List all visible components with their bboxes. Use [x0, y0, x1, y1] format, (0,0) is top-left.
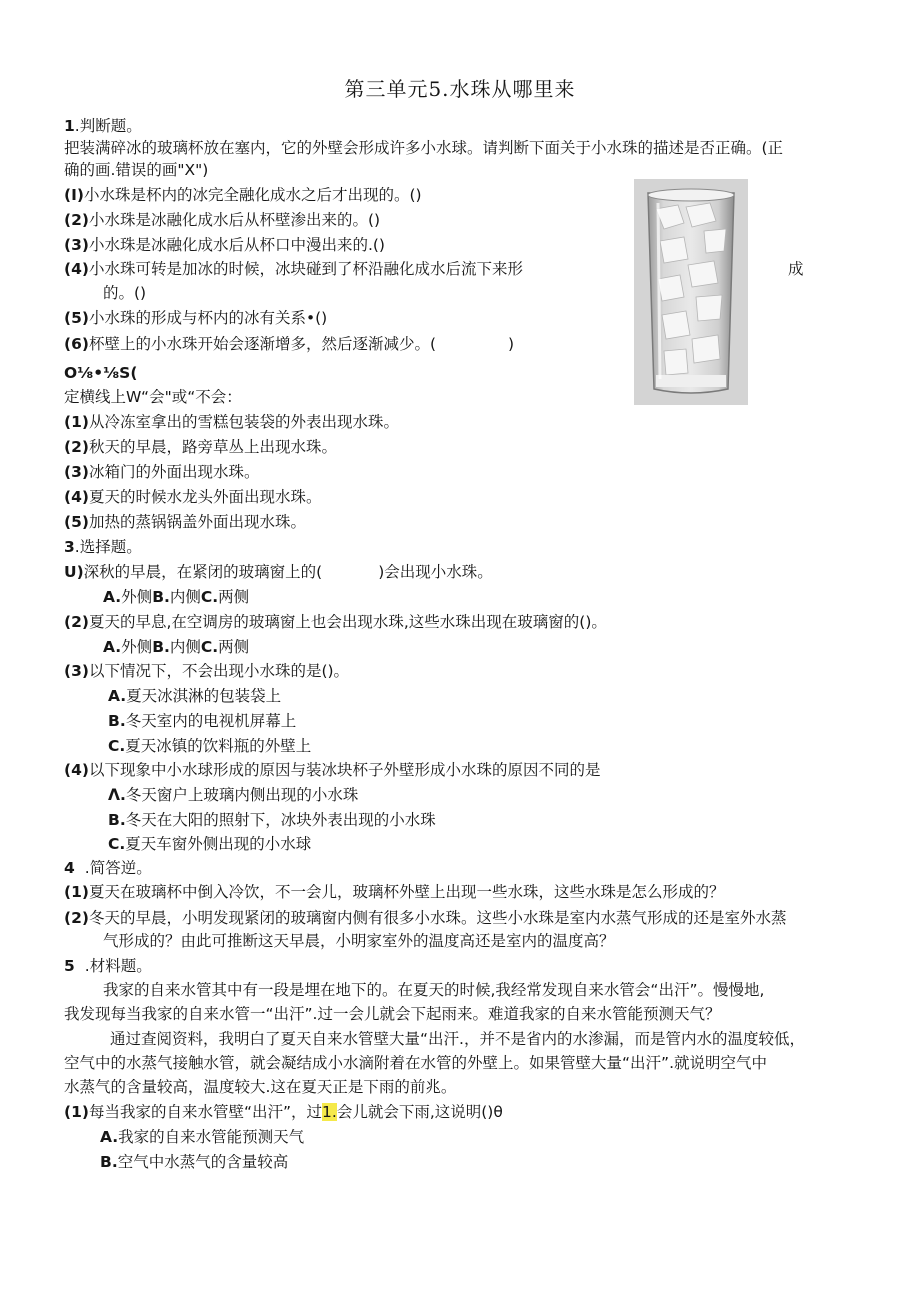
item-number: (2) [64, 438, 89, 456]
option-a-text: 外侧 [121, 588, 153, 606]
option-text: 冬天在大阳的照射下，冰块外表出现的小水珠 [125, 811, 436, 829]
option-a-text: 外侧 [121, 638, 153, 656]
option-key: B. [108, 811, 126, 829]
glass-of-ice-photo [634, 179, 748, 405]
short-answer-2 [64, 907, 786, 929]
fill-item-1 [64, 411, 399, 433]
choice-question-2-options [103, 636, 249, 658]
fill-item-3 [64, 461, 259, 483]
option-key: C. [108, 835, 126, 853]
option-c-key: C. [200, 638, 219, 656]
choice-question-1-options [103, 586, 249, 608]
option-key: B. [100, 1153, 118, 1171]
section-4-heading [64, 857, 152, 879]
item-number: U) [64, 563, 84, 581]
judge-item-6 [64, 333, 514, 355]
option-b-text: 内侧 [169, 588, 201, 606]
fill-item-4 [64, 486, 321, 508]
item-text: 小水珠的形成与杯内的冰有关系•() [88, 309, 328, 327]
judge-item-4 [64, 258, 523, 280]
choice-question-3 [64, 660, 349, 682]
choice-question-2 [64, 611, 607, 633]
option-key: Λ. [108, 786, 126, 804]
section-number: 3 [64, 538, 75, 556]
item-number: (1) [64, 413, 89, 431]
option-b-key: B. [152, 588, 170, 606]
item-number: (5) [64, 513, 89, 531]
option-b-text: 内侧 [169, 638, 201, 656]
item-number: (2) [64, 613, 89, 631]
section-title: .材料题。 [84, 957, 152, 975]
page-title: 第三单元5.水珠从哪里来 [344, 77, 576, 101]
item-text: 以下情况下，不会出现小水珠的是()。 [88, 662, 350, 680]
section-5-heading [64, 955, 152, 977]
section-title: .选择题。 [74, 538, 142, 556]
item-text: 从冷冻室拿出的雪糕包装袋的外表出现水珠。 [88, 413, 399, 431]
item-text: 小水珠是冰融化成水后从杯壁渗出来的。() [88, 211, 381, 229]
section-1-heading [64, 115, 142, 137]
choice-question-4-option-c [108, 833, 311, 855]
short-answer-2-continued: 气形成的？由此可推断这天早晨，小明家室外的温度高还是室内的温度高？ [103, 932, 615, 950]
material-paragraph-2-line-1: 通过查阅资料，我明白了夏天自来水管壁大量“出汗.，并不是省内的水渗漏，而是管内水的温度较低， [110, 1030, 805, 1048]
item-number: (1) [64, 883, 89, 901]
material-paragraph-1-line-1: 我家的自来水管其中有一段是埋在地下的。在夏天的时候,我经常发现自来水管会“出汗”。慢慢地, [103, 981, 765, 999]
judge-item-2 [64, 209, 380, 231]
section-title: .判断题。 [74, 117, 142, 135]
item-text: 小水珠是杯内的冰完全融化成水之后才出现的。() [83, 186, 422, 204]
option-key: C. [108, 737, 126, 755]
section-3-heading [64, 536, 142, 558]
material-question-1 [64, 1101, 503, 1123]
option-key: A. [108, 687, 127, 705]
item-text: 小水珠是冰融化成水后从杯口中漫出来的.() [88, 236, 385, 254]
section-2-heading: O⅛•⅛S( [64, 364, 138, 382]
fill-item-5 [64, 511, 306, 533]
fill-item-2 [64, 436, 337, 458]
item-number: (3) [64, 662, 89, 680]
item-number: (2) [64, 211, 89, 229]
choice-question-3-option-c [108, 735, 311, 757]
material-question-1-option-a [100, 1126, 304, 1148]
choice-question-4-option-b [108, 809, 436, 831]
judge-item-3 [64, 234, 385, 256]
item-text-tail: 会儿就会下雨,这说明()θ [336, 1103, 503, 1121]
item-text: 加热的蒸锅锅盖外面出现水珠。 [88, 513, 306, 531]
option-text: 夏天冰镇的饮料瓶的外壁上 [125, 737, 312, 755]
highlighted-text: 1. [322, 1103, 337, 1121]
section-1-intro-line-2: 确的画.错误的画"X") [64, 161, 209, 179]
option-a-key: A. [103, 638, 122, 656]
item-number: (4) [64, 761, 89, 779]
item-text: 每当我家的自来水管壁“出汗”，过 [88, 1103, 323, 1121]
option-text: 夏天冰淇淋的包装袋上 [126, 687, 282, 705]
option-c-text: 两侧 [218, 588, 250, 606]
short-answer-1 [64, 881, 724, 903]
section-2-intro: 定横线上W“会"或“不会： [64, 388, 242, 406]
option-text: 空气中水蒸气的含量较高 [117, 1153, 289, 1171]
option-b-key: B. [152, 638, 170, 656]
item-number: (2) [64, 909, 89, 927]
item-number: (3) [64, 463, 89, 481]
judge-item-4-tail: 成 [788, 260, 804, 278]
section-number: 4 [64, 859, 75, 877]
material-paragraph-2-line-2: 空气中的水蒸气接触水管，就会凝结成小水滴附着在水管的外壁上。如果管壁大量“出汗”.就说明空气中 [64, 1054, 767, 1072]
material-paragraph-2-line-3: 水蒸气的含量较高，温度较大.这在夏天正是下雨的前兆。 [64, 1078, 457, 1096]
item-number: (6) [64, 335, 89, 353]
judge-item-4-continued: 的。() [103, 284, 147, 302]
item-number: (4) [64, 488, 89, 506]
judge-item-1 [64, 184, 422, 206]
item-number: (I) [64, 186, 84, 204]
option-text: 冬天窗户上玻璃内侧出现的小水珠 [125, 786, 359, 804]
item-text: 冬天的早晨，小明发现紧闭的玻璃窗内侧有很多小水珠。这些小水珠是室内水蒸气形成的还是室外水蒸 [88, 909, 787, 927]
item-text: 秋天的早晨，路旁草丛上出现水珠。 [88, 438, 337, 456]
choice-question-3-option-b [108, 710, 296, 732]
material-question-1-option-b [100, 1151, 288, 1173]
item-text: 杯壁上的小水珠开始会逐渐增多，然后逐渐减少。( [88, 335, 437, 353]
item-text: 夏天在玻璃杯中倒入冷饮，不一会儿，玻璃杯外壁上出现一些水珠，这些水珠是怎么形成的？ [88, 883, 725, 901]
item-text-tail: )会出现小水珠。 [378, 563, 493, 581]
item-text: 冰箱门的外面出现水珠。 [88, 463, 260, 481]
judge-item-5 [64, 307, 327, 329]
item-number: (4) [64, 260, 89, 278]
item-number: (3) [64, 236, 89, 254]
material-paragraph-1-line-2: 我发现每当我家的自来水管一“出汗”.过一会儿就会下起雨来。难道我家的自来水管能预测天气？ [64, 1005, 721, 1023]
item-text: 以下现象中小水球形成的原因与装冰块杯子外壁形成小水珠的原因不同的是 [88, 761, 601, 779]
item-close-paren: ) [508, 335, 515, 353]
option-c-text: 两侧 [218, 638, 250, 656]
option-text: 冬天室内的电视机屏幕上 [125, 712, 297, 730]
section-title: .简答逆。 [84, 859, 152, 877]
option-text: 夏天车窗外侧出现的小水球 [125, 835, 312, 853]
choice-question-4-option-a [108, 784, 358, 806]
item-number: (1) [64, 1103, 89, 1121]
section-1-intro-line-1: 把装满碎冰的玻璃杯放在塞内，它的外壁会形成许多小水球。请判断下面关于小水珠的描述是否正确。(正 [64, 139, 784, 157]
item-text: 深秋的早晨，在紧闭的玻璃窗上的( [83, 563, 323, 581]
item-text: 夏天的早息,在空调房的玻璃窗上也会出现水珠,这些水珠出现在玻璃窗的()。 [88, 613, 607, 631]
item-text: 小水珠可转是加冰的时候，冰块碰到了杯沿融化成水后流下来形 [88, 260, 523, 278]
section-number: 1 [64, 117, 75, 135]
section-number: 5 [64, 957, 75, 975]
option-key: A. [100, 1128, 119, 1146]
choice-question-1 [64, 561, 493, 583]
item-number: (5) [64, 309, 89, 327]
option-c-key: C. [200, 588, 219, 606]
option-text: 我家的自来水管能预测天气 [118, 1128, 305, 1146]
choice-question-4 [64, 759, 600, 781]
option-a-key: A. [103, 588, 122, 606]
item-text: 夏天的时候水龙头外面出现水珠。 [88, 488, 322, 506]
option-key: B. [108, 712, 126, 730]
choice-question-3-option-a [108, 685, 281, 707]
